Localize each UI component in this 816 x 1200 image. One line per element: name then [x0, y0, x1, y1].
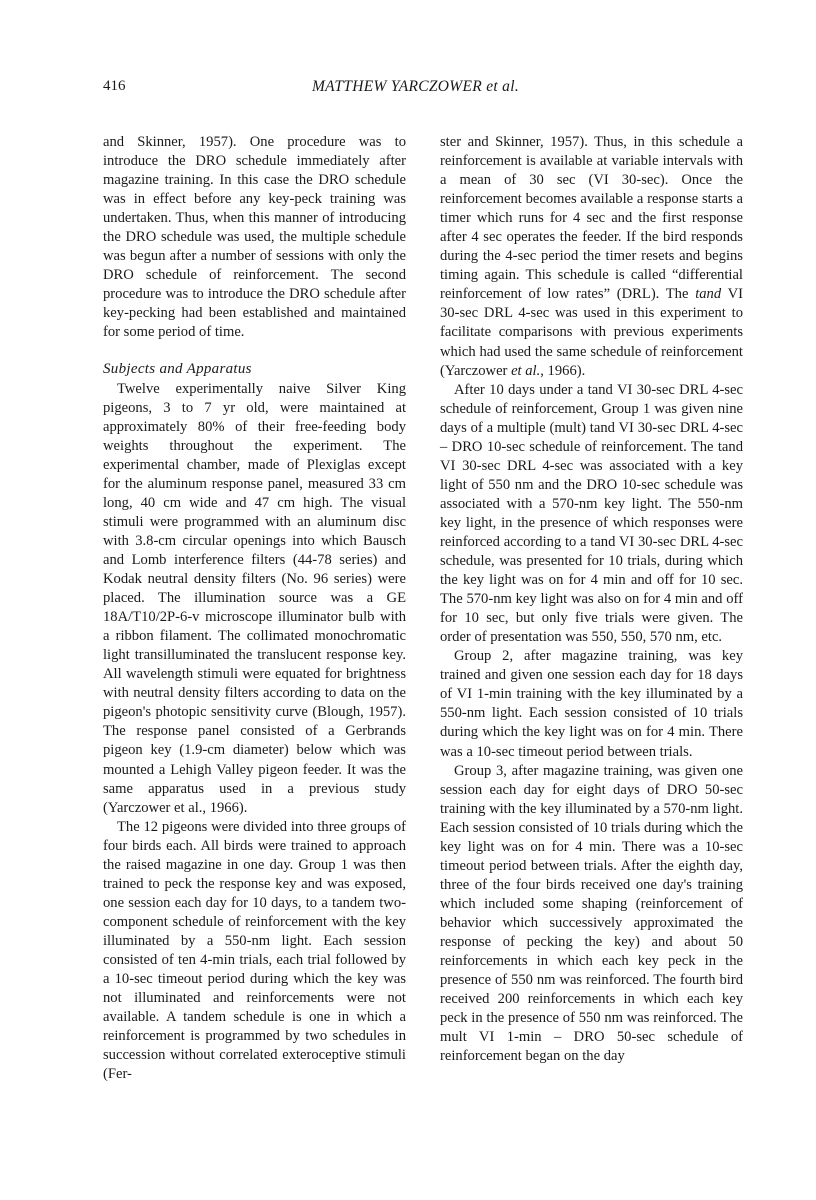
left-column	[103, 133, 406, 1084]
page-header	[103, 78, 728, 100]
paragraph: Group 3, after magazine training, was given one session each day for eight days of DRO 50-sec training with the key illuminated by a 570-nm light. Each session consisted of 10 trials during which the key light was on for 4 min. There was a 10-sec timeout period between trials. After the eighth day, three of the four birds received one day's training which included some shaping (reinforcement of behavior which successively approximated the response of pecking the key) and about 50 reinforcements in which each key peck in the presence of 550 nm was reinforced. The fourth bird received 200 reinforcements in which each key peck in the presence of 550 nm was reinforced. The mult VI 1-min – DRO 50-sec schedule of reinforcement began on the day	[440, 762, 743, 1065]
text-run-italic: tand	[695, 286, 722, 303]
paragraph: After 10 days under a tand VI 30-sec DRL 4-sec schedule of reinforcement, Group 1 was given nine days of a multiple (mult) tand VI 30-sec DRL 4-sec – DRO 10-sec schedule of reinforcement. The tand VI 30-sec DRL 4-sec was associated with a key light of 550 nm and the DRO 10-sec schedule was associated with a 570-nm key light. The 550-nm key light, in the presence of which responses were reinforced according to a tand VI 30-sec DRL 4-sec schedule, was presented for 10 trials, during which the key light was on for 4 min and off for 10 sec. The 570-nm key light was also on for 4 min and off for 10 sec, but only five trials were given. The order of presentation was 550, 550, 570 nm, etc.	[440, 381, 743, 646]
text-run-italic: et al.	[511, 362, 541, 379]
paragraph: Twelve experimentally naive Silver King pigeons, 3 to 7 yr old, were maintained at approximately 80% of their free-feeding body weights throughout the experiment. The experimental chamber, made of Plexiglas except for the aluminum response panel, measured 33 cm long, 40 cm wide and 47 cm high. The visual stimuli were programmed with an aluminum disc with 3.8-cm circular openings into which Bausch and Lomb interference filters (44-78 series) and Kodak neutral density filters (No. 96 series) were placed. The illumination source was a GE 18A/T10/2P-6-v microscope illuminator bulb with a ribbon filament. The collimated monochromatic light transilluminated the translucent response key. All wavelength stimuli were equated for brightness with neutral density filters according to data on the pigeon's photopic sensitivity curve (Blough, 1957). The response panel consisted of a Gerbrands pigeon key (1.9-cm diameter) below which was mounted a Lehigh Valley pigeon feeder. It was the same apparatus used in a previous study (Yarczower et al., 1966).	[103, 380, 406, 816]
section-heading: Subjects and Apparatus	[103, 360, 252, 377]
page-number: 416	[103, 78, 126, 94]
paragraph	[440, 133, 743, 381]
right-column	[440, 133, 743, 1066]
paragraph: Group 2, after magazine training, was key trained and given one session each day for 18 days of VI 1-min training with the key illuminated by a 550-nm light. Each session consisted of 10 trials during which the key light was on for 4 min. There was a 10-sec timeout period between trials.	[440, 648, 743, 760]
running-head: MATTHEW YARCZOWER et al.	[311, 78, 520, 95]
paragraph: and Skinner, 1957). One procedure was to introduce the DRO schedule immediately after magazine training. In this case the DRO schedule was in effect before any key-peck training was undertaken. Thus, when this manner of introducing the DRO schedule was used, the multiple schedule was begun after a number of sessions with only the DRO schedule of reinforcement. The second procedure was to introduce the DRO schedule after key-pecking had been established and maintained for some period of time.	[103, 134, 406, 341]
paragraph: The 12 pigeons were divided into three groups of four birds each. All birds were trained to approach the raised magazine in one day. Group 1 was then trained to peck the response key and was exposed, one session each day for 10 days, to a tandem two-component schedule of reinforcement with the key illuminated by a 550-nm light. Each session consisted of ten 4-min trials, each trial followed by a 10-sec timeout period during which the key was not illuminated and reinforcements were not available. A tandem schedule is one in which a reinforcement is programmed by two schedules in succession without correlated exteroceptive stimuli (Fer-	[103, 818, 406, 1083]
text-run: ster and Skinner, 1957). Thus, in this schedule a reinforcement is available at variable intervals with a mean of 30 sec (VI 30-sec). Once the reinforcement becomes available a response starts a timer which runs for 4 sec and the first response after 4 sec operates the feeder. If the bird responds during the 4-sec period the timer resets and begins timing again. This schedule is called “differential reinforcement of low rates” (DRL). The	[440, 134, 743, 303]
text-run: VI 30-sec DRL 4-sec was used in this experiment to facilitate comparisons with previous experiments which had used the same schedule of reinforcement (Yarczower	[440, 286, 743, 379]
text-run: , 1966).	[540, 362, 586, 379]
